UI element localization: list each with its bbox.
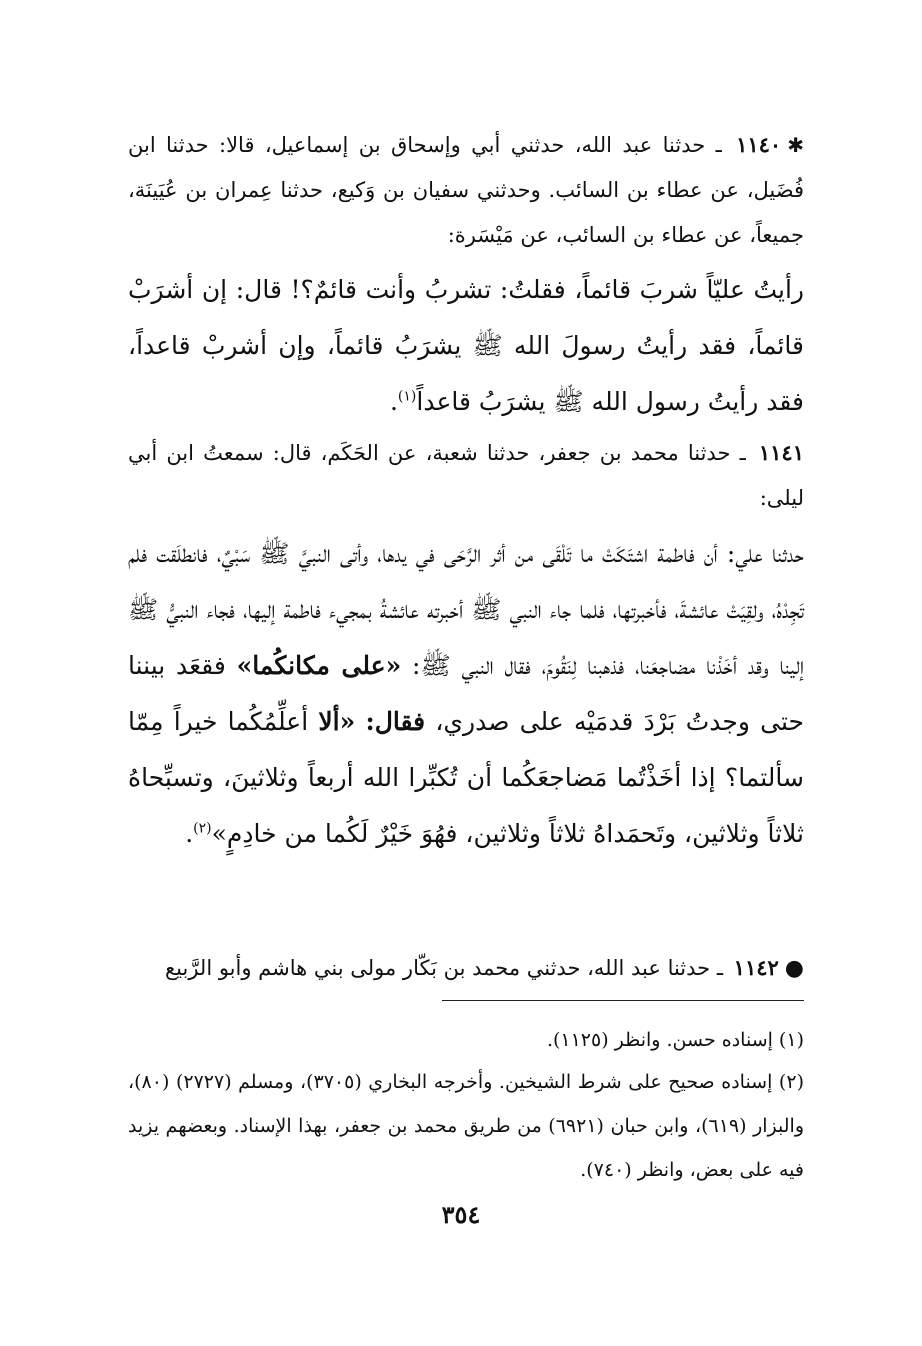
isnad-text: ـ حدثنا محمد بن جعفر، حدثنا شعبة، عن الحَكَم، قال: سمعتُ ابن أبي ليلى:	[128, 441, 804, 510]
matn-text: رأيتُ عليّاً شربَ قائماً، فقلتُ: تشربُ وأنت قائمٌ؟! قال: إن أشرَبْ قائماً، فقد رأيتُ رسولَ الله ﷺ يشرَبُ قائماً، وإن أشربْ قاعداً، فقد رأيتُ رسول الله ﷺ يشرَبُ قاعداً	[128, 275, 804, 416]
punctuation: .	[185, 819, 194, 848]
quote-ala-start: «ألا	[318, 707, 356, 736]
footnote-text: (٢) إسناده صحيح على شرط الشيخين. وأخرجه البخاري (٣٧٠٥)، ومسلم (٢٧٢٧) (٨٠)، والبزار (٦١٩)، وابن حبان (٦٩٢١) من طريق محمد بن جعفر، بهذا الإسناد. وبعضهم يزيد فيه على بعض، وانظر (٧٤٠).	[128, 1071, 804, 1181]
qala-label: فقال:	[365, 707, 426, 736]
footnote-2	[128, 1060, 804, 1192]
matn-text-part1: حدثنا علي: أن فاطمة اشتَكَتْ ما تَلْقَى من أثر الرَّحَى في يدها، وأتى النبيَّ ﷺ سَبْيٌ، فانطلَقت فلم تَجِدْهُ، ولقِيَتْ عائشةَ، فأخبرتها، فلما جاء النبي ﷺ أخبرته عائشةُ بمجيء فاطمة إليها، فجاء النبيُّ ﷺ إلينا وقد أخَذْنا مضاجعَنا، فذهبنا لِنَقُومَ، فقال النبي ﷺ:	[128, 539, 805, 680]
page-number: ٣٥٤	[441, 1200, 481, 1229]
isnad-text: ـ حدثنا عبد الله، حدثني أبي وإسحاق بن إسماعيل، قالا: حدثنا ابن فُضَيل، عن عطاء بن السائب. وحدثني سفيان بن وَكيع، حدثنا عِمران بن عُيَينَة، جميعاً، عن عطاء بن السائب، عن مَيْسَرة:	[128, 133, 804, 247]
footnote-ref-1: (١)	[397, 388, 417, 405]
hadith-1141-matn	[128, 526, 804, 862]
hadith-1140-matn	[128, 262, 804, 430]
isnad-text: ـ حدثنا عبد الله، حدثني محمد بن بَكّار مولى بني هاشم وأبو الرَّبيع	[164, 956, 723, 980]
matn-text-part2: فقعَد بيننا حتى وجدتُ بَرْدَ قدمَيْه على صدري،	[128, 651, 804, 736]
hadith-number: ١١٤٢	[733, 955, 779, 980]
bullet-icon: ●	[784, 956, 804, 981]
hadith-1141-isnad	[128, 430, 804, 521]
quote-ala-makanikuma: «على مكانكُما»	[236, 651, 402, 680]
asterisk-icon: ✱	[787, 133, 804, 157]
punctuation: .	[389, 387, 398, 416]
footnote-text: (١) إسناده حسن. وانظر (١١٢٥).	[546, 1029, 804, 1051]
hadith-1142-isnad	[128, 945, 804, 991]
hadith-number: ١١٤١	[758, 440, 804, 465]
footnote-ref-2: (٢)	[193, 820, 212, 837]
matn-text-part3: أعلِّمُكُما خيراً مِمّا سألتما؟ إذا أخَذْتُما مَضاجعَكُما أن تُكبِّرا الله أربعاً وثلاثينَ، وتسبِّحاهُ ثلاثاً وثلاثين، وتَحمَداهُ ثلاثاً وثلاثين، فهُوَ خَيْرٌ لَكُما من خادِمٍ»	[128, 707, 804, 848]
hadith-number: ١١٤٠	[736, 132, 782, 157]
hadith-1140-isnad	[128, 122, 804, 258]
footnote-1	[128, 1018, 804, 1062]
footnote-divider	[442, 1000, 804, 1001]
